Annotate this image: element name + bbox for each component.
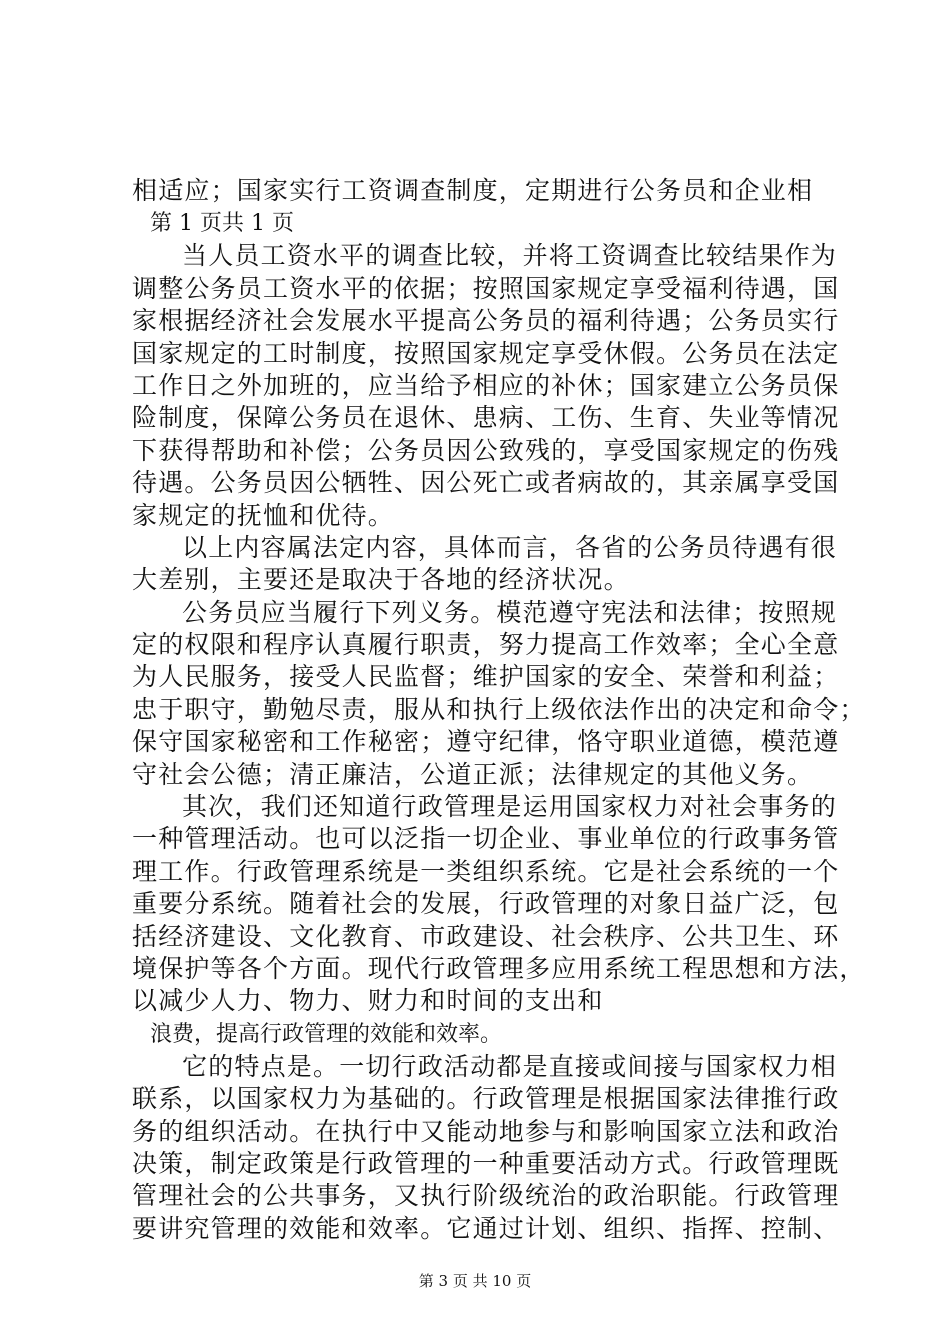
document-line: 当人员工资水平的调查比较，并将工资调查比较结果作为 [182, 241, 838, 271]
document-line: 险制度，保障公务员在退休、患病、工伤、生育、失业等情况 [132, 403, 840, 433]
document-line: 忠于职守，勤勉尽责，服从和执行上级依法作出的决定和命令； [132, 694, 866, 724]
document-body [132, 175, 866, 1245]
document-line: 联系，以国家权力为基础的。行政管理是根据国家法律推行政 [132, 1084, 840, 1114]
document-line: 定的权限和程序认真履行职责，努力提高工作效率；全心全意 [132, 630, 840, 660]
page-note-line: 第 1 页共 1 页 [150, 211, 294, 237]
document-line: 它的特点是。一切行政活动都是直接或间接与国家权力相 [182, 1051, 838, 1081]
document-line: 家根据经济社会发展水平提高公务员的福利待遇；公务员实行 [132, 306, 840, 336]
page-footer: 第 3 页 共 10 页 [418, 1272, 532, 1290]
document-line: 其次，我们还知道行政管理是运用国家权力对社会事务的 [182, 792, 838, 822]
document-line: 调整公务员工资水平的依据；按照国家规定享受福利待遇，国 [132, 273, 840, 303]
page-note-line: 浪费，提高行政管理的效能和效率。 [150, 1021, 503, 1047]
document-line: 国家规定的工时制度，按照国家规定享受休假。公务员在法定 [132, 338, 840, 368]
document-line: 管理社会的公共事务，又执行阶级统治的政治职能。行政管理 [132, 1181, 840, 1211]
document-line: 境保护等各个方面。现代行政管理多应用系统工程思想和方法， [132, 953, 866, 983]
document-line: 大差别，主要还是取决于各地的经济状况。 [132, 565, 630, 595]
document-line: 决策，制定政策是行政管理的一种重要活动方式。行政管理既 [132, 1148, 840, 1178]
document-line: 为人民服务，接受人民监督；维护国家的安全、荣誉和利益； [132, 662, 840, 692]
document-line: 要讲究管理的效能和效率。它通过计划、组织、指挥、控制、 [132, 1213, 840, 1243]
document-line: 下获得帮助和补偿；公务员因公致残的，享受国家规定的伤残 [132, 435, 840, 465]
document-line: 理工作。行政管理系统是一类组织系统。它是社会系统的一个 [132, 856, 840, 886]
document-line: 括经济建设、文化教育、市政建设、社会秩序、公共卫生、环 [132, 921, 840, 951]
document-line: 工作日之外加班的，应当给予相应的补休；国家建立公务员保 [132, 370, 840, 400]
document-line: 公务员应当履行下列义务。模范遵守宪法和法律；按照规 [182, 597, 838, 627]
document-line: 以减少人力、物力、财力和时间的支出和 [132, 986, 604, 1016]
document-line: 守社会公德；清正廉洁，公道正派；法律规定的其他义务。 [132, 759, 814, 789]
document-line: 一种管理活动。也可以泛指一切企业、事业单位的行政事务管 [132, 824, 840, 854]
document-line: 相适应；国家实行工资调查制度，定期进行公务员和企业相 [132, 176, 814, 205]
document-line: 务的组织活动。在执行中又能动地参与和影响国家立法和政治 [132, 1116, 840, 1146]
document-line: 保守国家秘密和工作秘密；遵守纪律，恪守职业道德，模范遵 [132, 727, 840, 757]
document-line: 待遇。公务员因公牺牲、因公死亡或者病故的，其亲属享受国 [132, 468, 840, 498]
document-line: 家规定的抚恤和优待。 [132, 500, 395, 530]
document-line: 以上内容属法定内容，具体而言，各省的公务员待遇有很 [182, 532, 838, 562]
document-line: 重要分系统。随着社会的发展，行政管理的对象日益广泛，包 [132, 889, 840, 919]
